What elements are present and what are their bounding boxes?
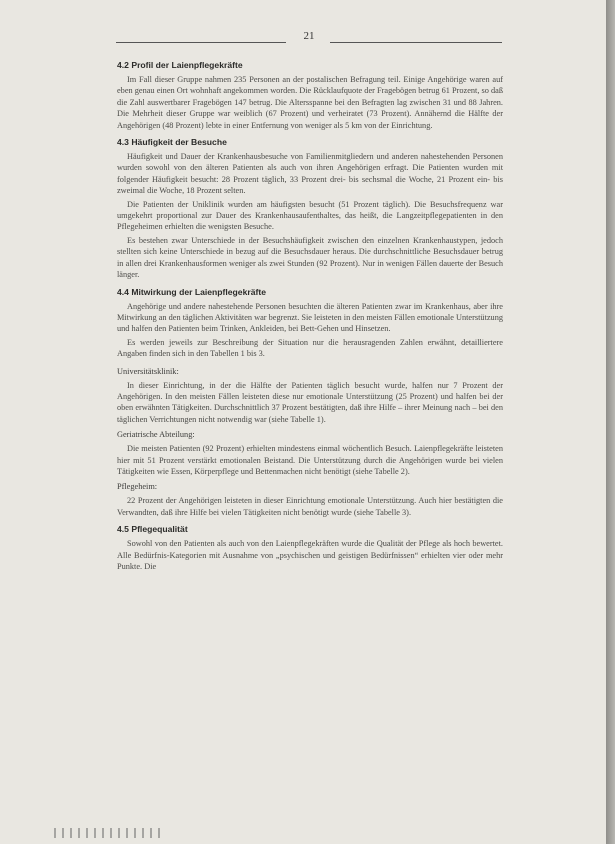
header-rule-right (330, 42, 502, 43)
subsection-geriatric-department (117, 429, 503, 477)
paragraph: 22 Prozent der Angehörigen leisteten in dieser Einrichtung emotionale Unterstützung. Auch hier bestätigten die Verwandten, daß ihre Hilfe bei vielen Tätigkeiten nicht benötigt wurde (siehe Tabelle 3). (117, 496, 503, 517)
section-care-quality (117, 524, 503, 572)
section-profile (117, 60, 503, 131)
paragraph: Sowohl von den Patienten als auch von den Laienpflegekräften wurde die Qualität der Pflege als hoch bewertet. Alle Bedürfnis-Kategorien mit Ausnahme von „psychischen und geistigen Bedürfnissen“ erhielten vier oder mehr Punkte. Die (117, 539, 503, 571)
paragraph: Häufigkeit und Dauer der Krankenhausbesuche von Familienmitgliedern und anderen nahestehenden Personen wurden sowohl von den älteren Patienten als auch von ihren Angehörigen erfragt. Die Patienten wurden mit folgender Häufigkeit besucht: 28 Prozent täglich, 33 Prozent drei- bis sechsmal die Woche, 21 Prozent ein- bis zweimal die Woche, 18 Prozent selten. (117, 152, 503, 196)
section-heading: 4.5 Pflegequalität (117, 524, 188, 535)
paragraph: Angehörige und andere nahestehende Personen besuchten die älteren Patienten zwar im Krankenhaus, aber ihre Mitwirkung an den täglichen Aktivitäten war begrenzt. Sie leisteten in den meisten Fällen emotionale Unterstützung und halfen den Patienten beim Trinken, Ankleiden, bei Bett-Gehen und Hinsetzen. (117, 301, 503, 334)
section-visit-frequency (117, 137, 503, 280)
subsection-label: Pflegeheim: (117, 482, 158, 492)
page-number: 21 (303, 30, 315, 42)
section-heading: 4.4 Mitwirkung der Laienpflegekräfte (117, 286, 266, 297)
section-heading: 4.3 Häufigkeit der Besuche (117, 137, 227, 148)
paragraph: Im Fall dieser Gruppe nahmen 235 Personen an der postalischen Befragung teil. Einige Angehörige waren auf eben genau einen Ort wohnhaft angekommen worden. Die Rücklaufquote der Fragebögen betrug 61 Prozent, so daß die Zahl auswertbarer Fragebögen 147 betrug. Die Altersspanne bei den Befragten lag zwischen 31 und 88 Jahren. Die Mehrheit dieser Gruppe war weiblich (67 Prozent) und verheiratet (73 Prozent). Annähernd die Hälfte der Angehörigen (48 Prozent) lebte in einer Entfernung von weniger als 5 km von der Einrichtung. (117, 75, 503, 130)
paragraph: Es bestehen zwar Unterschiede in der Besuchshäufigkeit zwischen den einzelnen Krankenhaustypen, jedoch stellten sich keine Unterschiede in bezug auf die Besuchsdauer heraus. Die durchschnittliche Besuchsdauer betrug in allen drei Krankenhausformen weniger als zwei Stunden (92 Prozent). Nur in wenigen Fällen dauerte der Besuch länger. (117, 235, 503, 280)
page-body (117, 60, 503, 578)
paragraph: Die meisten Patienten (92 Prozent) erhielten mindestens einmal wöchentlich Besuch. Laienpflegekräfte leisteten hier mit 51 Prozent verstärkt emotionalen Beistand. Die Unterstützung durch die Angehörigen wurde bei vielen Tätigkeiten wie Essen, Körperpflege und Bettenmachen nicht benötigt (siehe Tabelle 2). (117, 444, 503, 476)
paragraph: Es werden jeweils zur Beschreibung der Situation nur die herausragenden Zahlen erwähnt, detailliertere Angaben finden sich in den Tabellen 1 bis 3. (117, 337, 503, 359)
subsection-label: Geriatrische Abteilung: (117, 430, 195, 440)
section-heading: 4.2 Profil der Laienpflegekräfte (117, 60, 243, 70)
scan-edge-marks (54, 828, 164, 838)
subsection-nursing-home (117, 481, 503, 518)
subsection-university-clinic (117, 366, 503, 426)
paragraph: Die Patienten der Uniklinik wurden am häufigsten besucht (51 Prozent täglich). Die Besuchsfrequenz war umgekehrt proportional zur Dauer des Krankenhausaufenthaltes, das heißt, die Langzeitpflegepatienten in den Pflegeheimen erhielten die wenigsten Besuche. (117, 199, 503, 232)
paragraph: In dieser Einrichtung, in der die Hälfte der Patienten täglich besucht wurde, halfen nur 7 Prozent der Angehörigen. In den meisten Fällen leisteten diese nur emotionale Unterstützung (25 Prozent) und halfen bei der oben erwähnten Tätigkeiten. Durchschnittlich 37 Prozent bestätigten, daß ihre Hilfe – ihrer Meinung nach – bei den täglichen Verrichtungen nicht notwendig war (siehe Tabelle 1). (117, 380, 503, 424)
subsection-label: Universitätsklinik: (117, 366, 179, 376)
header-rule-left (116, 42, 286, 43)
page-header (116, 30, 502, 46)
section-participation (117, 287, 503, 360)
page-edge-shadow (606, 0, 615, 844)
